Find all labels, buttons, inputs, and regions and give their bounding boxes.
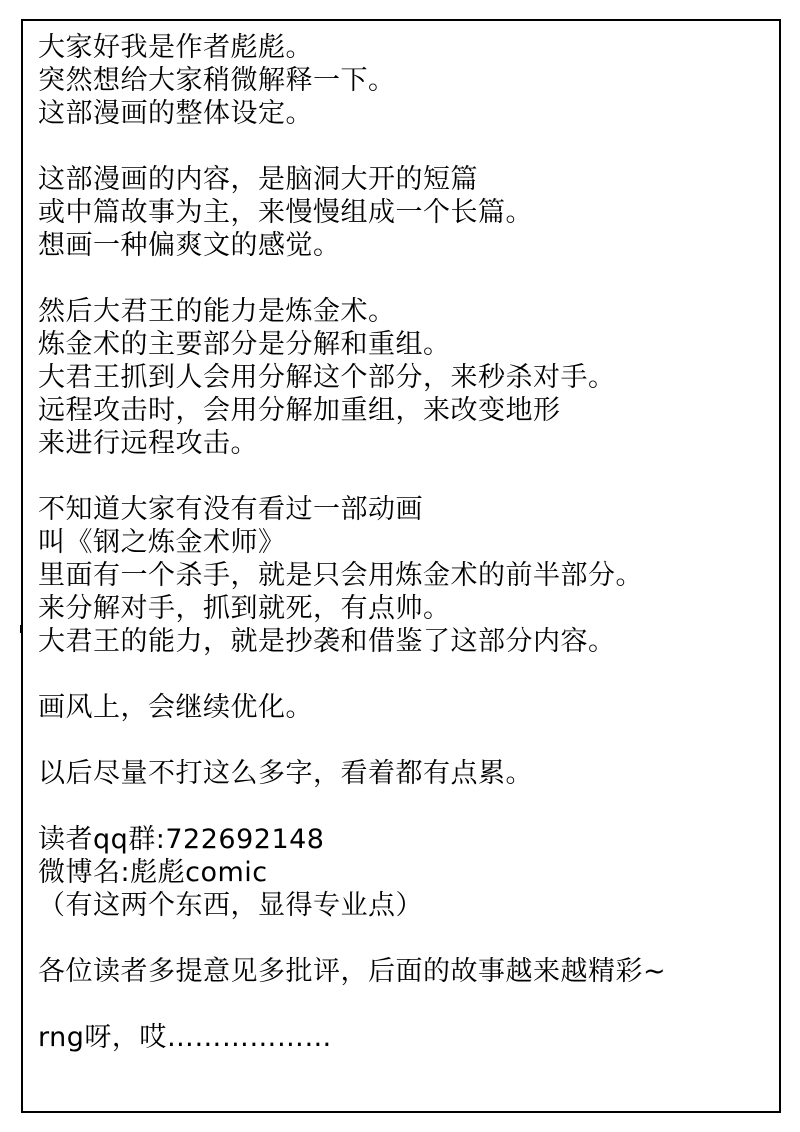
text-line: 叫《钢之炼金术师》 [38,527,286,558]
paragraph-closing [38,1021,783,1054]
text-line: 各位读者多提意见多批评，后面的故事越来越精彩~ [38,956,667,987]
text-line: rng呀，哎……………… [38,1022,332,1053]
paragraph-intro [38,31,783,130]
paragraph-art-style [38,691,783,724]
text-line: 不知道大家有没有看过一部动画 [38,494,423,525]
text-line: 炼金术的主要部分是分解和重组。 [38,329,451,360]
paragraph-ability [38,295,783,460]
text-line: 或中篇故事为主，来慢慢组成一个长篇。 [38,197,533,228]
text-line: 远程攻击时，会用分解加重组，来改变地形 [38,395,561,426]
text-line: 突然想给大家稍微解释一下。 [38,65,396,96]
text-line: 这部漫画的整体设定。 [38,98,313,129]
text-line: 然后大君王的能力是炼金术。 [38,296,396,327]
stray-mark-left [20,625,22,633]
text-line: 这部漫画的内容，是脑洞大开的短篇 [38,164,478,195]
text-line: 想画一种偏爽文的感觉。 [38,230,341,261]
paragraph-contacts [38,823,783,922]
text-line: 大君王的能力，就是抄袭和借鉴了这部分内容。 [38,626,616,657]
paragraph-less-text [38,757,783,790]
text-line: 大家好我是作者彪彪。 [38,32,313,63]
weibo-line: 微博名:彪彪comic [38,857,268,888]
author-note [38,31,783,1087]
text-line: 来分解对手，抓到就死，有点帅。 [38,593,451,624]
text-line: 里面有一个杀手，就是只会用炼金术的前半部分。 [38,560,643,591]
text-line: 大君王抓到人会用分解这个部分，来秒杀对手。 [38,362,616,393]
qq-group-line: 读者qq群:722692148 [38,824,325,855]
text-line: 来进行远程攻击。 [38,428,258,459]
paragraph-reference [38,493,783,658]
text-line: （有这两个东西，显得专业点） [38,890,423,921]
text-line: 以后尽量不打这么多字，看着都有点累。 [38,758,533,789]
text-line: 画风上，会继续优化。 [38,692,313,723]
paragraph-feedback [38,955,783,988]
paragraph-content [38,163,783,262]
